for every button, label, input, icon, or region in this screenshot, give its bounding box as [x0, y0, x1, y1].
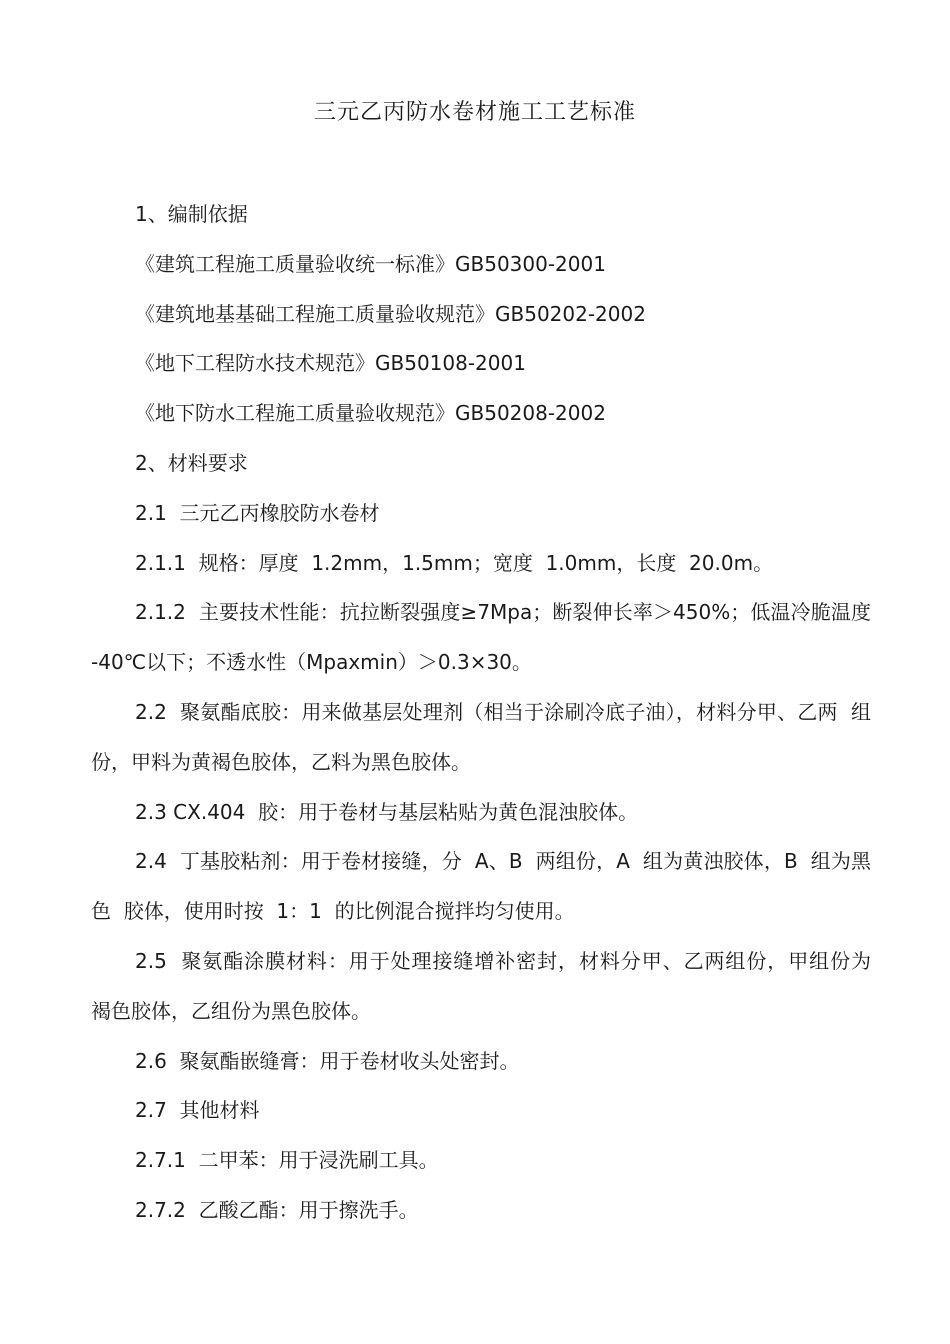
- material-spec-paragraph: 2.4 丁基胶粘剂：用于卷材接缝，分 A、B 两组份，A 组为黄浊胶体，B 组为黑色 胶体，使用时按 1：1 的比例混合搅拌均匀使用。: [91, 849, 871, 924]
- material-spec-paragraph: 2.2 聚氨酯底胶：用来做基层处理剂（相当于涂刷冷底子油），材料分甲、乙两 组份，甲料为黄褐色胶体，乙料为黑色胶体。: [91, 699, 871, 774]
- subsection-heading: 2.7 其他材料: [135, 1098, 260, 1123]
- material-spec-paragraph: 2.1.1 规格：厚度 1.2mm，1.5mm；宽度 1.0mm，长度 20.0m。: [135, 550, 774, 575]
- document-body: [91, 190, 884, 1236]
- material-spec-paragraph: 2.3 CX.404 胶：用于卷材与基层粘贴为黄色混浊胶体。: [135, 799, 639, 824]
- reference-standard: 《建筑地基基础工程施工质量验收规范》GB50202-2002: [135, 301, 646, 326]
- material-spec-paragraph: 2.7.1 二甲苯：用于浸洗刷工具。: [135, 1148, 439, 1173]
- subsection-heading: 2.1 三元乙丙橡胶防水卷材: [135, 500, 380, 525]
- material-spec-paragraph: 2.1.2 主要技术性能：抗拉断裂强度≥7Mpa；断裂伸长率＞450%；低温冷脆温度 -40℃以下；不透水性（Mpaxmin）＞0.3×30。: [91, 600, 884, 675]
- material-spec-paragraph: 2.5 聚氨酯涂膜材料：用于处理接缝增补密封，材料分甲、乙两组份，甲组份为 褐色胶体，乙组份为黑色胶体。: [91, 948, 884, 1023]
- section-heading-basis: 1、编制依据: [135, 202, 248, 226]
- material-spec-paragraph: 2.7.2 乙酸乙酯：用于擦洗手。: [135, 1197, 419, 1222]
- reference-standard: 《建筑工程施工质量验收统一标准》GB50300-2001: [135, 251, 606, 276]
- reference-standard: 《地下工程防水技术规范》GB50108-2001: [135, 351, 526, 376]
- section-heading-materials: 2、材料要求: [135, 450, 248, 475]
- material-spec-paragraph: 2.6 聚氨酯嵌缝膏：用于卷材收头处密封。: [135, 1048, 520, 1073]
- reference-standard: 《地下防水工程施工质量验收规范》GB50208-2002: [135, 401, 606, 426]
- document-title: 三元乙丙防水卷材施工工艺标准: [313, 100, 636, 125]
